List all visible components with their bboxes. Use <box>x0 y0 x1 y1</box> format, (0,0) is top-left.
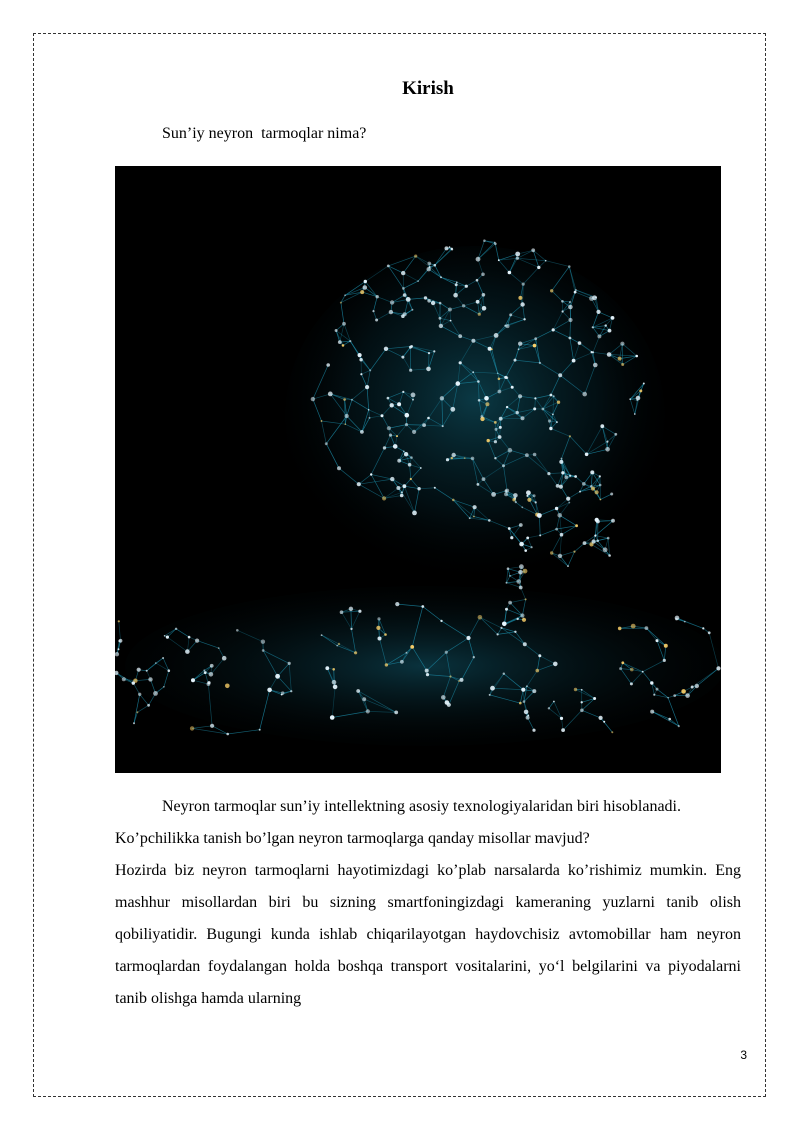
paragraph-3: Hozirda biz neyron tarmoqlarni hayotimizdagi ko’plab narsalarda ko’rishimiz mumkin. Eng mashhur misollardan biri bu sizning smartfoningizdagi kameraning yuzlarni tanib olish qobiliyatidir. Bugungi kunda ishlab chiqarilayotgan haydovchisiz avtomobillar ham neyron tarmoqlardan foydalangan holda boshqa transport vositalarini, yo‘l belgilarini va piyodalarni tanib olishga hamda ularning <box>115 862 741 1007</box>
paragraph-1: Neyron tarmoqlar sun’iy intellektning asosiy texnologiyalaridan biri hisoblanadi. <box>162 798 681 815</box>
neural-network-figure <box>115 166 721 773</box>
body-text <box>115 791 741 1015</box>
neural-network-brain-illustration <box>115 166 721 773</box>
page-number: 3 <box>740 1048 747 1062</box>
paragraph-2: Ko’pchilikka tanish bo’lgan neyron tarmoqlarga qanday misollar mavjud? <box>115 830 590 847</box>
page-title: Kirish <box>402 78 454 99</box>
section-question: Sun’iy neyron tarmoqlar nima? <box>162 125 367 142</box>
